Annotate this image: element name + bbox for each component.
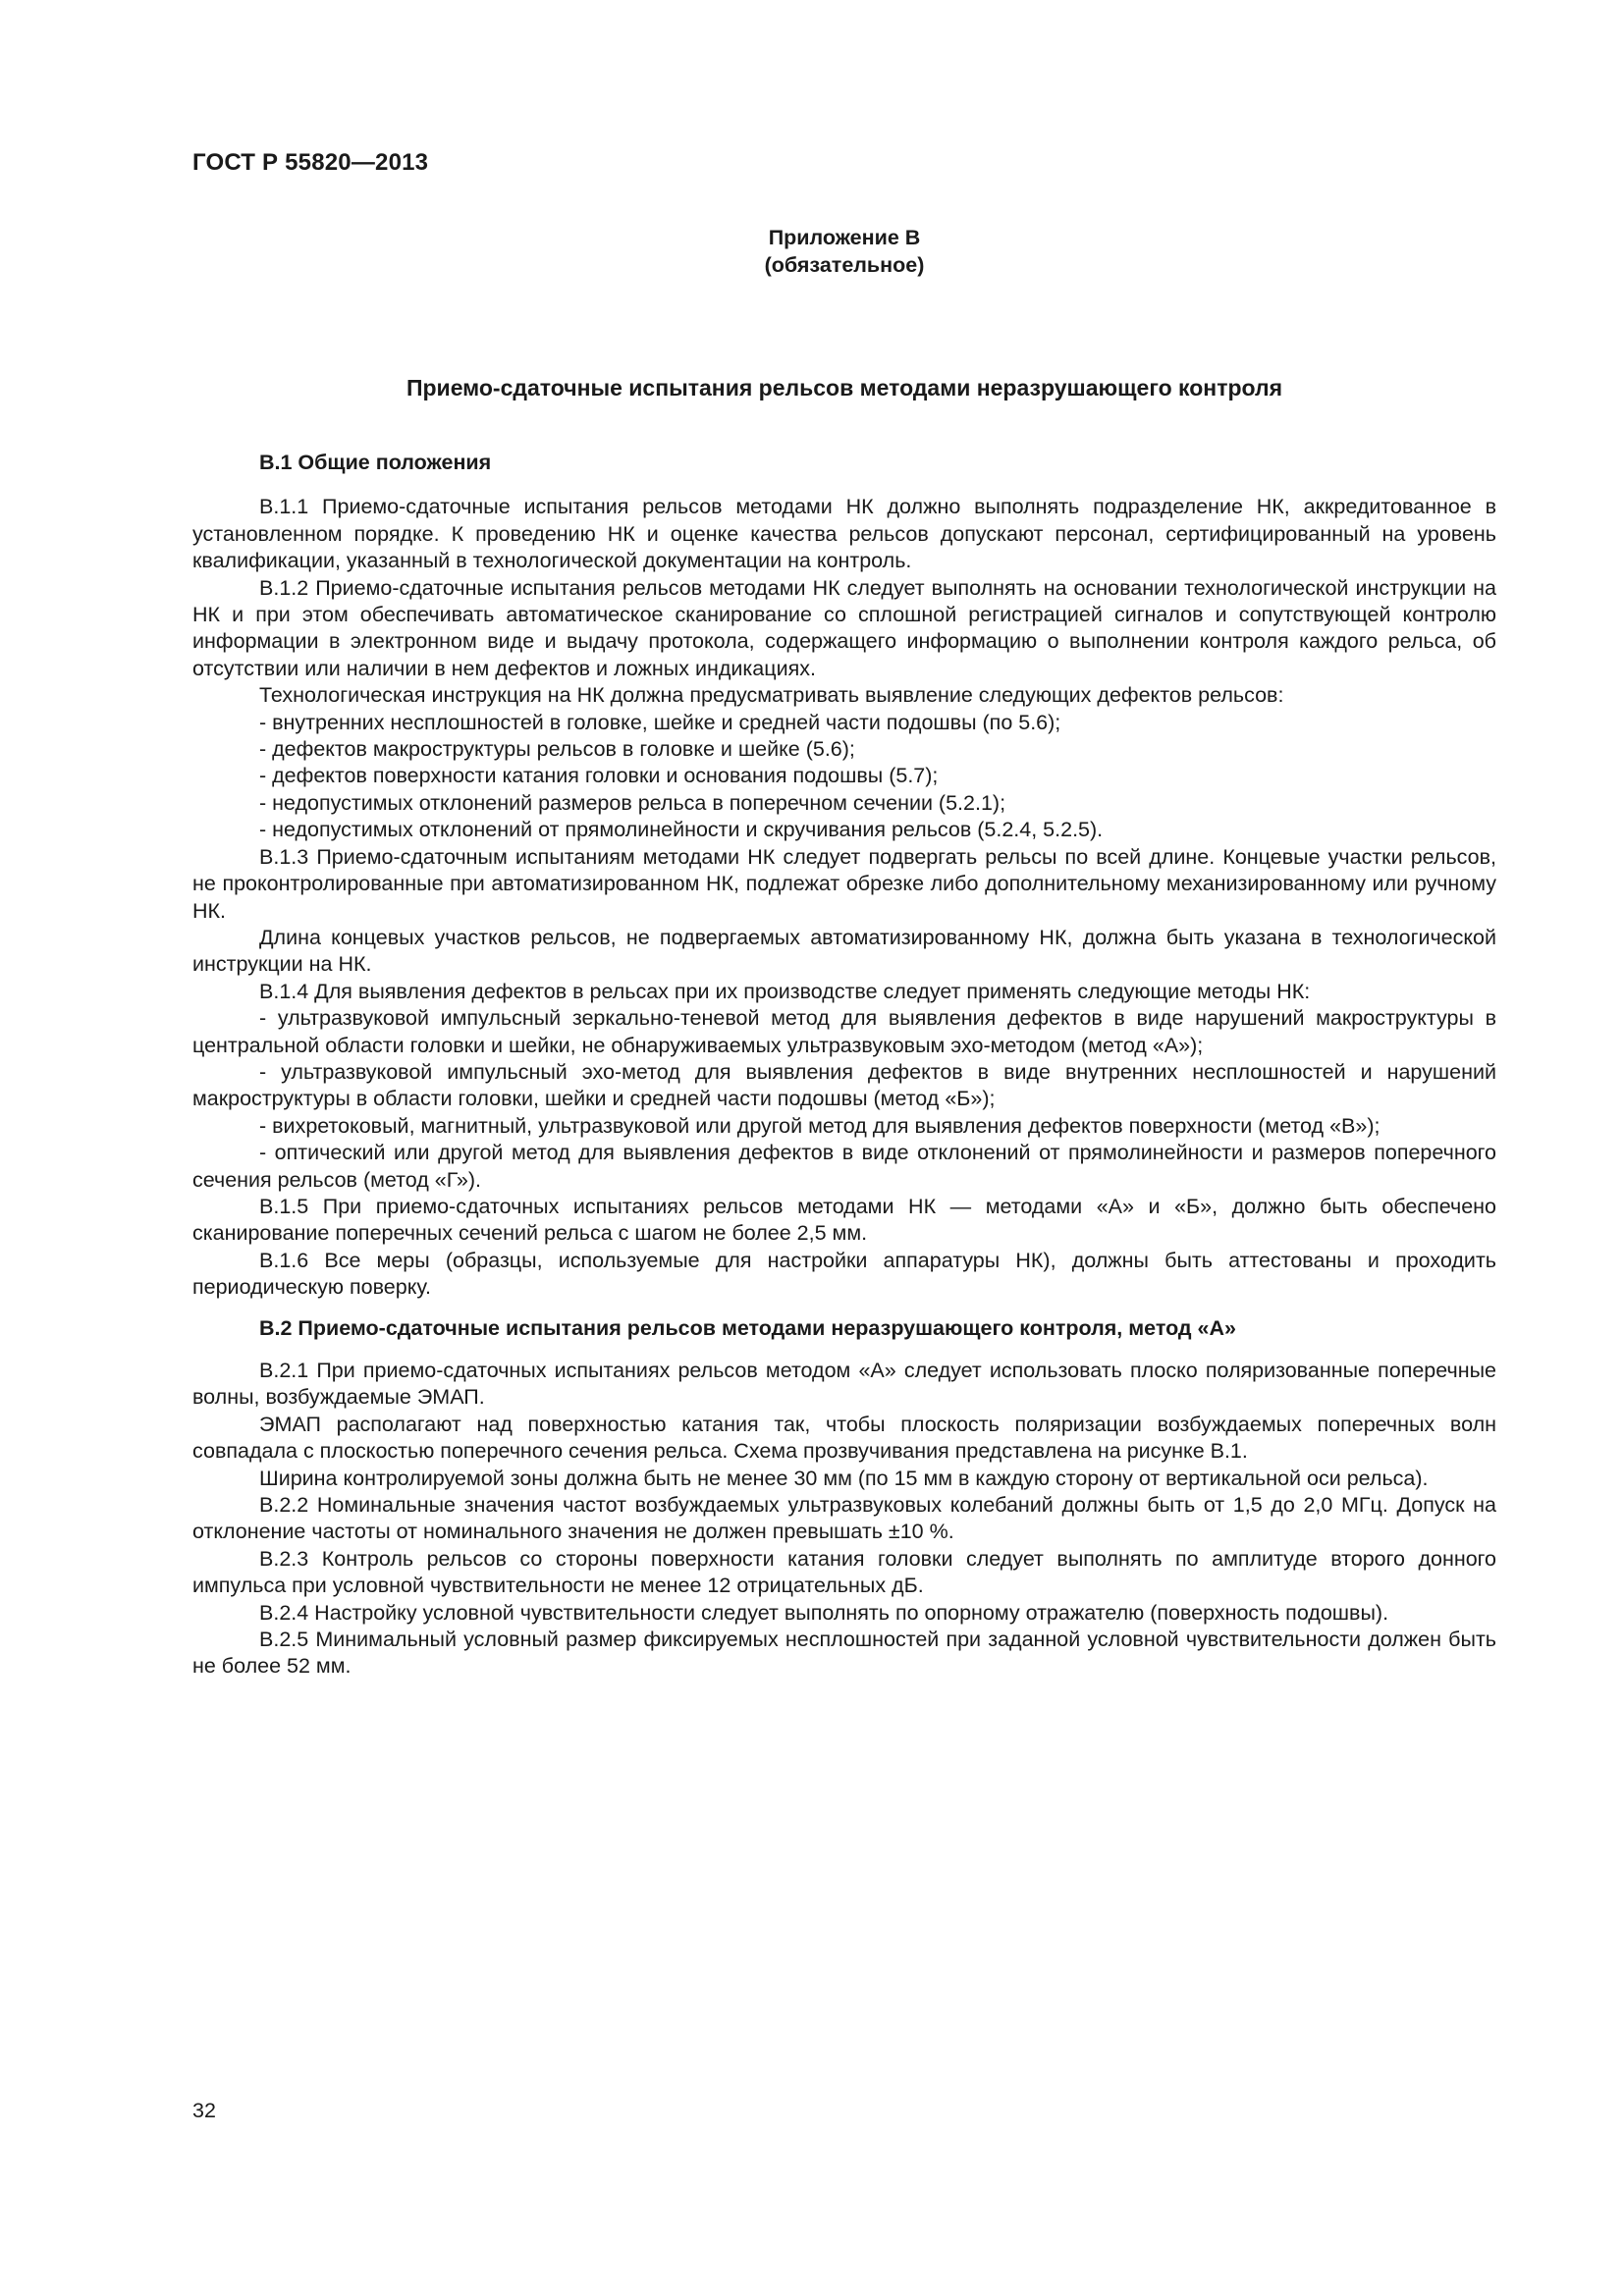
paragraph-b1-1: В.1.1 Приемо-сдаточные испытания рельсов методами НК должно выполнять подразделение НК, аккредитованное в установленном порядке. К проведению НК и оценке качества рельсов допускают персонал, сертифицированный на уровень квалификации, указанный в технологической документации на контроль. bbox=[192, 495, 1496, 573]
paragraph-b2-1: В.2.1 При приемо-сдаточных испытаниях рельсов методом «А» следует использовать плоско поляризованные поперечные волны, возбуждаемые ЭМАП. bbox=[192, 1359, 1496, 1410]
list-item-size-deviations: - недопустимых отклонений размеров рельса в поперечном сечении (5.2.1); bbox=[259, 790, 1006, 815]
paragraph-b2-3: В.2.3 Контроль рельсов со стороны поверхности катания головки следует выполнять по амплитуде второго донного импульса при условной чувствительности не менее 12 отрицательных дБ. bbox=[192, 1546, 1496, 1598]
section-heading-b1: В.1 Общие положения bbox=[259, 451, 492, 474]
paragraph-b1-2: В.1.2 Приемо-сдаточные испытания рельсов методами НК следует выполнять на основании технологической инструкции на НК и при этом обеспечивать автоматическое сканирование со сплошной регистрацией сигналов и сопутствующей контролю информации в электронном виде и выдачу протокола, содержащего информацию о выполнении контроля каждого рельса, об отсутствии или наличии в нем дефектов и ложных индикациях. bbox=[192, 575, 1496, 680]
list-item-macrostructure-defects: - дефектов макроструктуры рельсов в головке и шейке (5.6); bbox=[259, 737, 855, 762]
paragraph-emap-placement: ЭМАП располагают над поверхностью катания так, чтобы плоскость поляризации возбуждаемых поперечных волн совпадала с плоскостью поперечного сечения рельса. Схема прозвучивания представлена на рисунке В.1. bbox=[192, 1412, 1496, 1464]
page-number: 32 bbox=[192, 2099, 216, 2122]
paragraph-b1-6: В.1.6 Все меры (образцы, используемые для настройки аппаратуры НК), должны быть аттестованы и проходить периодическую поверку. bbox=[192, 1248, 1496, 1300]
document-body bbox=[192, 450, 1496, 1681]
list-item-internal-discontinuities: - внутренних несплошностей в головке, шейке и средней части подошвы (по 5.6); bbox=[259, 710, 1061, 734]
paragraph-b1-3: В.1.3 Приемо-сдаточным испытаниям методами НК следует подвергать рельсы по всей длине. Концевые участки рельсов, не проконтролированные при автоматизированном НК, подлежат обрезке либо дополнительному механизированному или ручному НК. bbox=[192, 844, 1496, 923]
list-item-method-v: - вихретоковый, магнитный, ультразвуковой или другой метод для выявления дефектов поверхности (метод «В»); bbox=[259, 1113, 1380, 1138]
appendix-status: (обязательное) bbox=[764, 253, 925, 277]
paragraph-zone-width: Ширина контролируемой зоны должна быть не менее 30 мм (по 15 мм в каждую сторону от вертикальной оси рельса). bbox=[259, 1466, 1429, 1490]
document-code: ГОСТ Р 55820—2013 bbox=[192, 149, 429, 176]
paragraph-b1-5: В.1.5 При приемо-сдаточных испытаниях рельсов методами НК — методами «А» и «Б», должно быть обеспечено сканирование поперечных сечений рельса с шагом не более 2,5 мм. bbox=[192, 1194, 1496, 1246]
paragraph-b1-4: В.1.4 Для выявления дефектов в рельсах при их производстве следует применять следующие методы НК: bbox=[259, 979, 1311, 1003]
appendix-heading bbox=[192, 224, 1496, 279]
list-item-method-g: - оптический или другой метод для выявления дефектов в виде отклонений от прямолинейности и размеров поперечного сечения рельсов (метод «Г»). bbox=[192, 1141, 1496, 1192]
main-title: Приемо-сдаточные испытания рельсов методами неразрушающего контроля bbox=[406, 375, 1283, 400]
list-item-method-a: - ультразвуковой импульсный зеркально-теневой метод для выявления дефектов в виде нарушений макроструктуры в центральной области головки и шейки, не обнаруживаемых ультразвуковым эхо-методом (метод «А»); bbox=[192, 1006, 1496, 1057]
list-item-method-b: - ультразвуковой импульсный эхо-метод для выявления дефектов в виде внутренних несплошностей и нарушений макроструктуры в области головки, шейки и средней части подошвы (метод «Б»); bbox=[192, 1059, 1496, 1111]
list-item-surface-defects: - дефектов поверхности катания головки и основания подошвы (5.7); bbox=[259, 764, 939, 788]
paragraph-b2-5: В.2.5 Минимальный условный размер фиксируемых несплошностей при заданной условной чувствительности должен быть не более 52 мм. bbox=[192, 1628, 1496, 1679]
paragraph-b2-4: В.2.4 Настройку условной чувствительности следует выполнять по опорному отражателю (поверхность подошвы). bbox=[259, 1600, 1389, 1625]
section-heading-b2: В.2 Приемо-сдаточные испытания рельсов методами неразрушающего контроля, метод «А» bbox=[259, 1315, 1236, 1340]
paragraph-end-sections: Длина концевых участков рельсов, не подвергаемых автоматизированному НК, должна быть указана в технологической инструкции на НК. bbox=[192, 925, 1496, 977]
paragraph-defects-intro: Технологическая инструкция на НК должна предусматривать выявление следующих дефектов рельсов: bbox=[259, 683, 1284, 708]
list-item-straightness-deviations: - недопустимых отклонений от прямолинейности и скручивания рельсов (5.2.4, 5.2.5). bbox=[259, 818, 1104, 842]
paragraph-b2-2: В.2.2 Номинальные значения частот возбуждаемых ультразвуковых колебаний должны быть от 1,5 до 2,0 МГц. Допуск на отклонение частоты от номинального значения не должен превышать ±10 %. bbox=[192, 1493, 1496, 1544]
appendix-title: Приложение В bbox=[768, 226, 921, 249]
